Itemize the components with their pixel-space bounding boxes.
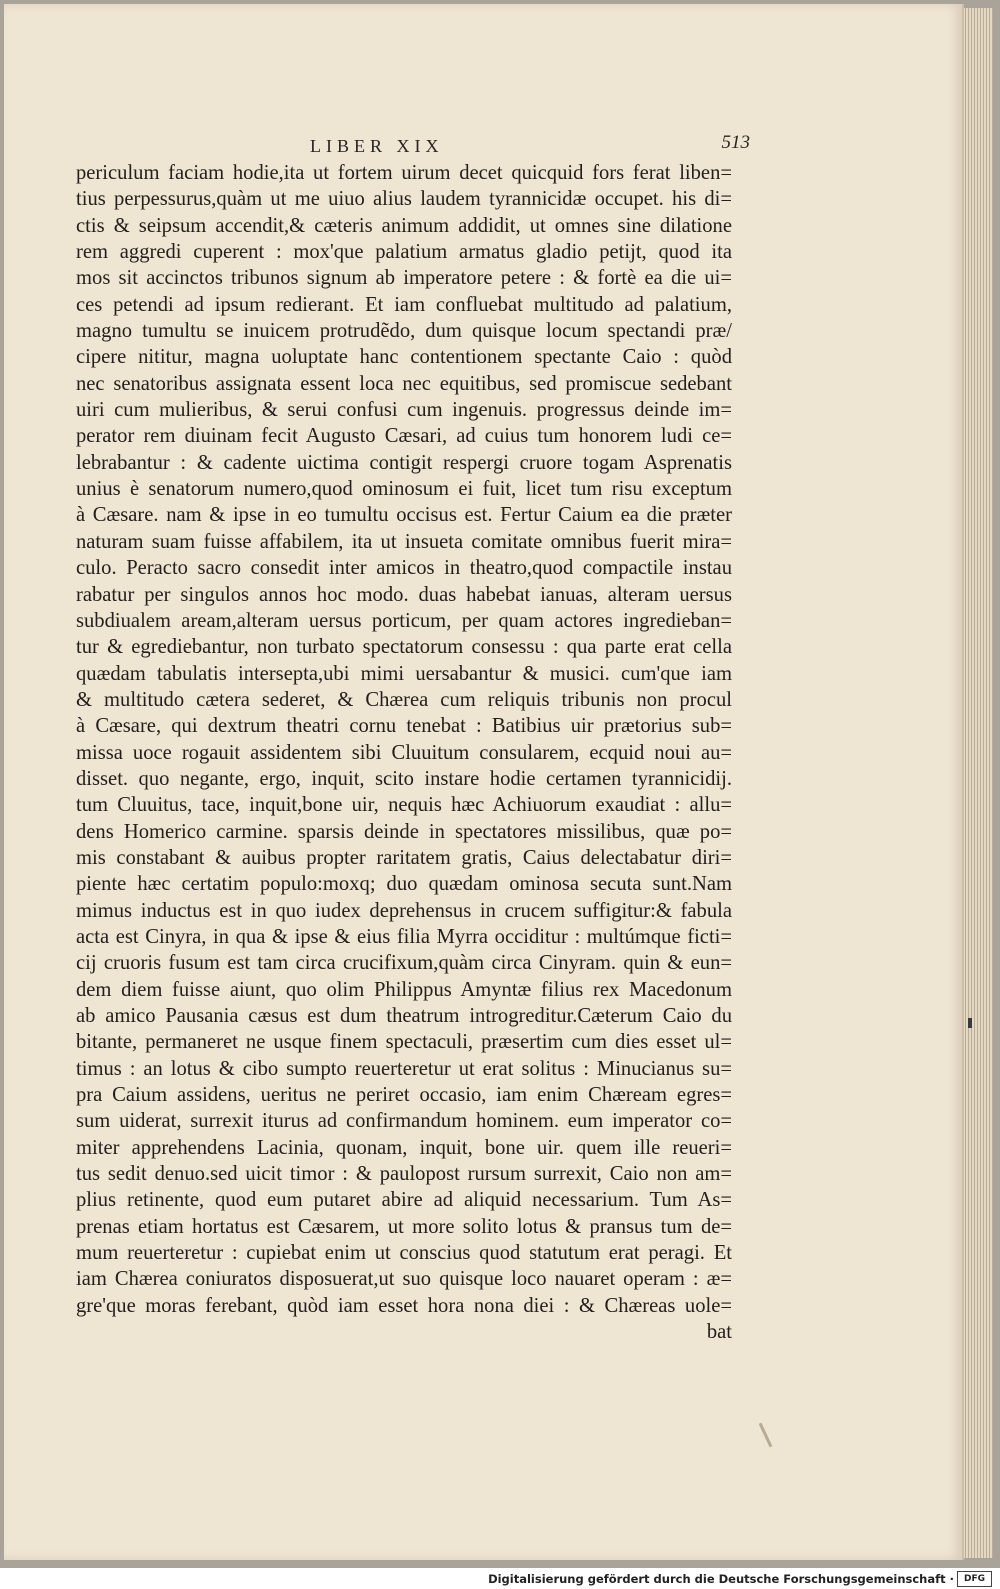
text-line: sum uiderat, surrexit iturus ad confirmandum hominem. eum imperator co= bbox=[76, 1110, 732, 1133]
text-line: mos sit accinctos tribunos signum ab imperatore petere : & fortè ea die ui= bbox=[76, 267, 732, 290]
paper-mark bbox=[759, 1423, 773, 1448]
text-line: rabatur per singulos annos hoc modo. duas habebat ianuas, alteram uersus bbox=[76, 583, 732, 606]
text-line: ces petendi ad ipsum redierant. Et iam confluebat multitudo ad palatium, bbox=[76, 293, 732, 316]
text-line: à Cæsare, qui dextrum theatri cornu tenebat : Batibius uir prætorius sub= bbox=[76, 715, 732, 738]
text-line: uiri cum mulieribus, & serui confusi cum ingenuis. progressus deinde im= bbox=[76, 399, 732, 422]
text-line: nec senatoribus assignata essent loca nec equitibus, sed promiscue sedebant bbox=[76, 372, 732, 395]
body-text bbox=[76, 160, 732, 1345]
text-line: tum Cluuitus, tace, inquit,bone uir, nequis hæc Achiuorum exaudiat : allu= bbox=[76, 794, 732, 817]
text-line: à Cæsare. nam & ipse in eo tumultu occisus est. Fertur Caium ea die præter bbox=[76, 504, 732, 527]
text-line: naturam suam fuisse affabilem, ita ut insueta comitate omnibus fuerit mira= bbox=[76, 530, 732, 553]
text-line: cij cruoris fusum est tam circa crucifixum,quàm circa Cinyram. quin & eun= bbox=[76, 952, 732, 975]
text-line: acta est Cinyra, in qua & ipse & eius filia Myrra occiditur : multúmque ficti= bbox=[76, 925, 732, 948]
catchword: bat bbox=[706, 1321, 732, 1344]
text-line: piente hæc certatim populo:moxq; duo quædam ominosa secuta sunt.Nam bbox=[76, 873, 732, 896]
text-line: disset. quo negante, ergo, inquit, scito instare hodie certamen tyrannicidij. bbox=[76, 767, 732, 790]
text-line: magno tumultu se inuicem protrudẽdo, dum quisque locum spectandi præ/ bbox=[76, 320, 732, 343]
text-line: subdiualem aream,alteram uersus porticum, per quam actores ingredieban= bbox=[76, 609, 732, 632]
text-line: miter apprehendens Lacinia, quonam, inquit, bone uir. quem ille reueri= bbox=[76, 1136, 732, 1159]
text-line: pra Caium assidens, ueritus ne periret occasio, iam enim Chæream egres= bbox=[76, 1084, 732, 1107]
digitization-footer bbox=[0, 1568, 1000, 1589]
folio-number: 513 bbox=[721, 132, 750, 153]
text-line: & multitudo cætera sederet, & Chærea cum reliquis tribunis non procul bbox=[76, 688, 732, 711]
text-line: lebrabantur : & cadente uictima contigit respergi cruore togam Asprenatis bbox=[76, 451, 732, 474]
text-line: bitante, permaneret ne usque finem spectaculi, præsertim cum dies esset ul= bbox=[76, 1031, 732, 1054]
text-line: unius è senatorum numero,quod ominosum ei fuit, licet tum risu exceptum bbox=[76, 478, 732, 501]
text-line: gre'que moras ferebant, quòd iam esset hora nona diei : & Chæreas uole= bbox=[76, 1294, 732, 1317]
text-line: timus : an lotus & cibo sumpto reuerteretur ut erat solitus : Minucianus su= bbox=[76, 1057, 732, 1080]
edge-mark bbox=[968, 1018, 972, 1028]
text-line: dens Homerico carmine. sparsis deinde in spectatores missilibus, quæ po= bbox=[76, 820, 732, 843]
text-line: ctis & seipsum accendit,& cæteris animum addidit, ut omnes sine dilatione bbox=[76, 214, 732, 237]
text-line: cipere nititur, magna uoluptate hanc contentionem spectante Caio : quòd bbox=[76, 346, 732, 369]
book-page-edges bbox=[962, 8, 993, 1558]
text-line: mimus inductus est in quo iudex deprehensus in crucem suffigitur:& fabula bbox=[76, 899, 732, 922]
text-line: quædam tabulatis intersepta,ubi mimi uersabantur & musici. cum'que iam bbox=[76, 662, 732, 685]
text-line: missa uoce rogauit assidentem sibi Cluuitum consularem, ecquid noui au= bbox=[76, 741, 732, 764]
text-line: culo. Peracto sacro consedit inter amicos in theatro,quod compactile instau bbox=[76, 557, 732, 580]
dfg-logo: DFG bbox=[957, 1571, 992, 1587]
text-line: tur & egrediebantur, non turbato spectatorum consessu : qua parte erat cella bbox=[76, 636, 732, 659]
text-line: dem diem fuisse aiunt, quo olim Philippus Amyntæ filius rex Macedonum bbox=[76, 978, 732, 1001]
text-line: tius perpessurus,quàm ut me uiuo alius laudem tyrannicidæ occupet. his di= bbox=[76, 188, 732, 211]
text-line: plius retinente, quod eum putaret abire ad aliquid necessarium. Tum As= bbox=[76, 1189, 732, 1212]
funding-notice: Digitalisierung gefördert durch die Deutsche Forschungsgemeinschaft · bbox=[488, 1572, 954, 1586]
text-line: mis constabant & auibus propter raritatem gratis, Caius delectabatur diri= bbox=[76, 846, 732, 869]
text-line: prenas etiam hortatus est Cæsarem, ut more solito lotus & pransus tum de= bbox=[76, 1215, 732, 1238]
text-line: tus sedit denuo.sed uicit timor : & paulopost rursum surrexit, Caio non am= bbox=[76, 1163, 732, 1186]
text-line: periculum faciam hodie,ita ut fortem uirum decet quicquid fors ferat liben= bbox=[76, 162, 732, 184]
text-line: iam Chærea coniuratos disposuerat,ut suo quisque loco nauaret operam : æ= bbox=[76, 1268, 732, 1291]
text-line: rem aggredi cuperent : mox'que palatium armatus gladio petijt, quod ita bbox=[76, 241, 732, 264]
page-header bbox=[110, 132, 750, 162]
text-line: ab amico Pausania cæsus est dum theatrum introgreditur.Cæterum Caio du bbox=[76, 1005, 732, 1027]
text-line: mum reuerteretur : cupiebat enim ut conscius quod statutum erat peragi. Et bbox=[76, 1242, 732, 1265]
running-head: LIBER XIX bbox=[310, 136, 444, 156]
text-line: perator rem diuinam fecit Augusto Cæsari, ad cuius tum honorem ludi ce= bbox=[76, 425, 732, 448]
